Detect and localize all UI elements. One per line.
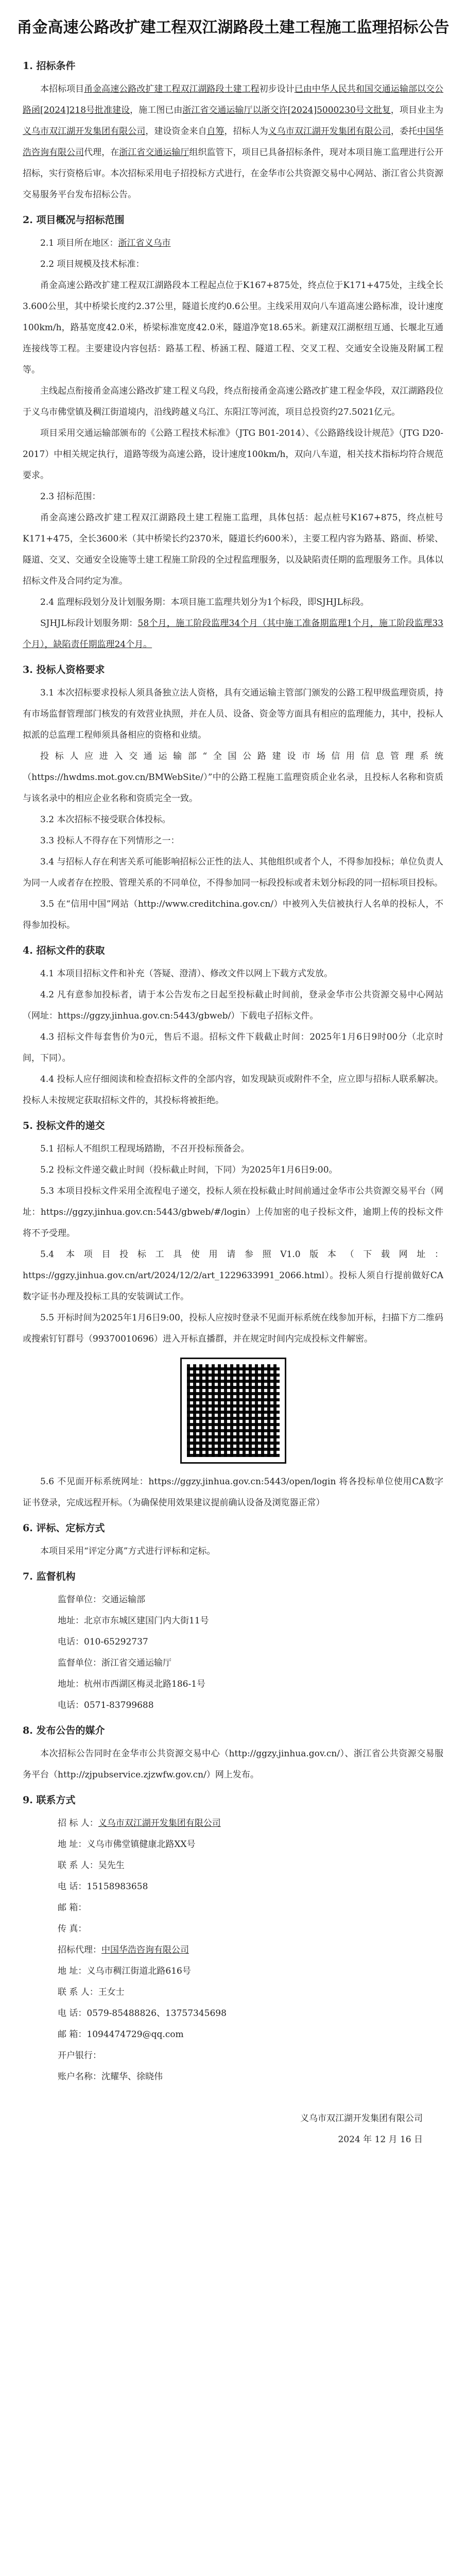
- qualification-paragraph-3: 3.2 本次招标不接受联合体投标。: [40, 815, 171, 825]
- signature-date: 2024 年 12 月 16 日: [338, 2134, 423, 2145]
- qualification-paragraph-6: 3.5 在“信用中国”网站（http://www.creditchina.gov.cn/）中被列入失信被执行人名单的投标人，不得参加投标。: [23, 899, 443, 930]
- qualification-paragraph-4: 3.3 投标人不得存在下列情形之一：: [40, 836, 180, 846]
- section-heading-1: 1. 招标条件: [23, 60, 76, 72]
- section-heading-5: 5. 投标文件的递交: [23, 1120, 105, 1131]
- tenderer-name: 招 标 人：义乌市双江湖开发集团有限公司: [58, 1818, 221, 1828]
- section-heading-8: 8. 发布公告的媒介: [23, 1725, 105, 1736]
- submission-paragraph-6: 5.6 不见面开标系统网址：https://ggzy.jinhua.gov.cn:5443/open/login 将各投标单位使用CA数字证书登录，完成远程开标。（为确保使用效果建议提前确认设备及浏览器正常）: [23, 1477, 443, 1508]
- agent-account: 账户名称：沈耀华、徐晓伟: [58, 2072, 163, 2082]
- submission-paragraph-3: 5.3 本项目投标文件采用全流程电子递交，投标人须在投标截止时间前通过金华市公共资源交易平台（网址：https://ggzy.jinhua.gov.cn:5443/gbweb/#/login）上传加密的电子投标文件，逾期上传的投标文件将不予受理。: [23, 1186, 443, 1239]
- tenderer-address: 地 址：义乌市佛堂镇健康北路XX号: [58, 1839, 196, 1850]
- submission-paragraph-4: 5.4 本项目投标工具使用请参照V1.0版本（下载网址：https://ggzy.jinhua.gov.cn/art/2024/12/2/art_1229633991_2066.html）。投标人须自行提前做好CA数字证书办理及投标工具的安装调试工作。: [23, 1249, 443, 1302]
- section-heading-2: 2. 项目概况与招标范围: [23, 214, 125, 226]
- supervisor-2-name: 监督单位：浙江省交通运输厅: [58, 1658, 171, 1668]
- service-period-paragraph: SJHJL标段计划服务期：58个月，施工阶段监理34个月（其中施工准备期监理1个月，施工阶段监理33个月），缺陷责任期监理24个月。: [23, 618, 443, 650]
- section-heading-9: 9. 联系方式: [23, 1794, 76, 1806]
- agent-contact: 联 系 人：王女士: [58, 1987, 125, 1997]
- page-title: 甬金高速公路改扩建工程双江湖路段土建工程施工监理招标公告: [16, 19, 450, 37]
- qualification-paragraph-5: 3.4 与招标人存在利害关系可能影响招标公正性的法人、其他组织或者个人，不得参加投标；单位负责人为同一人或者存在控股、管理关系的不同单位，不得参加同一标段投标或者未划分标段的同一招标项目投标。: [23, 857, 443, 888]
- section-heading-6: 6. 评标、定标方式: [23, 1522, 105, 1534]
- project-scale-paragraph-3: 项目采用交通运输部颁布的《公路工程技术标准》（JTG B01-2014）、《公路路线设计规范》（JTG D20-2017）中相关规定执行，道路等级为高速公路，设计速度100km/h，双向八车道，相关技术指标均符合规范要求。: [23, 428, 443, 481]
- supervisor-1-name: 监督单位：交通运输部: [58, 1595, 145, 1605]
- document-acquisition-paragraph-1: 4.1 本项目招标文件和补充（答疑、澄清）、修改文件以网上下载方式发放。: [40, 969, 333, 979]
- tenderer-email: 邮 箱：: [58, 1903, 87, 1913]
- document-body: [23, 52, 443, 2150]
- section-heading-3: 3. 投标人资格要求: [23, 664, 105, 675]
- agent-phone: 电 话：0579-85488826、13757345698: [58, 2008, 227, 2019]
- agent-bank: 开户银行：: [58, 2050, 101, 2061]
- signature-org: 义乌市双江湖开发集团有限公司: [300, 2113, 423, 2124]
- media-paragraph: 本次招标公告同时在金华市公共资源交易中心（http://ggzy.jinhua.gov.cn/）、浙江省公共资源交易服务平台（http://zjpubservice.zjzwfw.gov.cn/）网上发布。: [23, 1749, 443, 1780]
- supervisor-1-address: 地址：北京市东城区建国门内大街11号: [58, 1616, 209, 1626]
- supervisor-2-address: 地址：杭州市西湖区梅灵北路186-1号: [58, 1679, 206, 1689]
- dingtalk-qr-code: [182, 1359, 285, 1462]
- project-location: 2.1 项目所在地区：浙江省义乌市: [40, 238, 171, 248]
- supervisor-2-phone: 电话：0571-83799688: [58, 1700, 154, 1710]
- scope-paragraph: 甬金高速公路改扩建工程双江湖路段土建工程施工监理，具体包括：起点桩号K167+875，终点桩号K171+475，全长3600米（其中桥梁长约2370米，隧道长约600米），主要工程内容为路基、路面、桥梁、隧道、交叉、交通安全设施等土建工程施工阶段的全过程监理服务，以及缺陷责任期的监理服务工作。具体以招标文件及合同约定为准。: [23, 513, 443, 586]
- evaluation-paragraph: 本项目采用“评定分离”方式进行评标和定标。: [40, 1546, 216, 1556]
- tenderer-contact: 联 系 人：吴先生: [58, 1860, 125, 1871]
- qualification-paragraph-2: 投标人应进入交通运输部“全国公路建设市场信用信息管理系统（https://hwdms.mot.gov.cn/BMWebSite/）”中的公路工程施工监理资质企业名录，且投标人名称和资质与该名录中的相应企业名称和资质完全一致。: [23, 751, 443, 804]
- qualification-paragraph-1: 3.1 本次招标要求投标人须具备独立法人资格，具有交通运输主管部门颁发的公路工程甲级监理资质，持有市场监督管理部门核发的有效营业执照，并在人员、设备、资金等方面具有相应的监理能力，其中，投标人拟派的总监理工程师须具备相应的资格和业绩。: [23, 688, 443, 740]
- document-acquisition-paragraph-4: 4.4 投标人应仔细阅读和检查招标文件的全部内容，如发现缺页或附件不全，应立即与招标人联系解决。投标人未按规定获取招标文件的，其投标将被拒绝。: [23, 1074, 443, 1106]
- project-scale-paragraph-1: 甬金高速公路改扩建工程双江湖路段本工程起点位于K167+875处，终点位于K171+475处，主线全长3.600公里，其中桥梁长度约2.37公里，隧道长度约0.6公里。主线采用双向八车道高速公路标准，设计速度100km/h，路基宽度42.0米，桥梁标准宽度42.0米，隧道净宽18.65米。新建双江湖枢纽互通、长堰北互通连接线等工程。主要建设内容包括：路基工程、桥涵工程、隧道工程、交叉工程、交通安全设施及附属工程等。: [23, 280, 443, 375]
- tenderer-fax: 传 真：: [58, 1924, 87, 1934]
- tenderer-phone: 电 话：15158983658: [58, 1882, 148, 1892]
- project-scale-paragraph-2: 主线起点衔接甬金高速公路改扩建工程义乌段，终点衔接甬金高速公路改扩建工程金华段，双江湖路段位于义乌市佛堂镇及稠江街道境内，沿线跨越义乌江、东阳江等河流，项目总投资约27.5021亿元。: [23, 386, 443, 417]
- submission-paragraph-2: 5.2 投标文件递交截止时间（投标截止时间，下同）为2025年1月6日9:00。: [40, 1165, 338, 1175]
- document-acquisition-paragraph-3: 4.3 招标文件每套售价为0元，售后不退。招标文件下载截止时间：2025年1月6日9时00分（北京时间，下同）。: [23, 1032, 443, 1063]
- supervisor-1-phone: 电话：010-65292737: [58, 1637, 148, 1647]
- project-scale-heading: 2.2 项目规模及技术标准：: [40, 259, 145, 269]
- section-1-paragraph: 本招标项目甬金高速公路改扩建工程双江湖路段土建工程初步设计已由中华人民共和国交通运输部以交公路函[2024]218号批准建设，施工图已由浙江省交通运输厅以浙交许[2024]5000230号文批复，项目业主为义乌市双江湖开发集团有限公司，建设资金来自自筹，招标人为义乌市双江湖开发集团有限公司，委托中国华浩咨询有限公司代理，在浙江省交通运输厅组织监管下，项目已具备招标条件，现对本项目施工监理进行公开招标，实行资格后审。本次招标采用电子招投标方式进行，在金华市公共资源交易中心网站、浙江省公共资源交易服务平台发布招标公告。: [23, 84, 444, 200]
- agent-address: 地 址：义乌市稠江街道北路616号: [58, 1966, 191, 1976]
- scope-heading: 2.3 招标范围：: [40, 492, 101, 502]
- agent-email: 邮 箱：1094474729@qq.com: [58, 2029, 184, 2040]
- section-heading-7: 7. 监督机构: [23, 1571, 76, 1582]
- section-division-paragraph: 2.4 监理标段划分及计划服务期：本项目施工监理共划分为1个标段，即SJHJL标段。: [40, 597, 369, 607]
- section-heading-4: 4. 招标文件的获取: [23, 945, 105, 956]
- submission-paragraph-5: 5.5 开标时间为2025年1月6日9:00，投标人应按时登录不见面开标系统在线参加开标，扫描下方二维码或搜索钉钉群号（99370010696）进入开标直播群，并在规定时间内完成投标文件解密。: [23, 1313, 443, 1344]
- document-acquisition-paragraph-2: 4.2 凡有意参加投标者，请于本公告发布之日起至投标截止时间前，登录金华市公共资源交易中心网站（网址：https://ggzy.jinhua.gov.cn:5443/gbweb/）下载电子招标文件。: [23, 990, 443, 1021]
- submission-paragraph-1: 5.1 招标人不组织工程现场踏勘，不召开投标预备会。: [40, 1144, 250, 1154]
- agent-name: 招标代理：中国华浩咨询有限公司: [58, 1945, 189, 1955]
